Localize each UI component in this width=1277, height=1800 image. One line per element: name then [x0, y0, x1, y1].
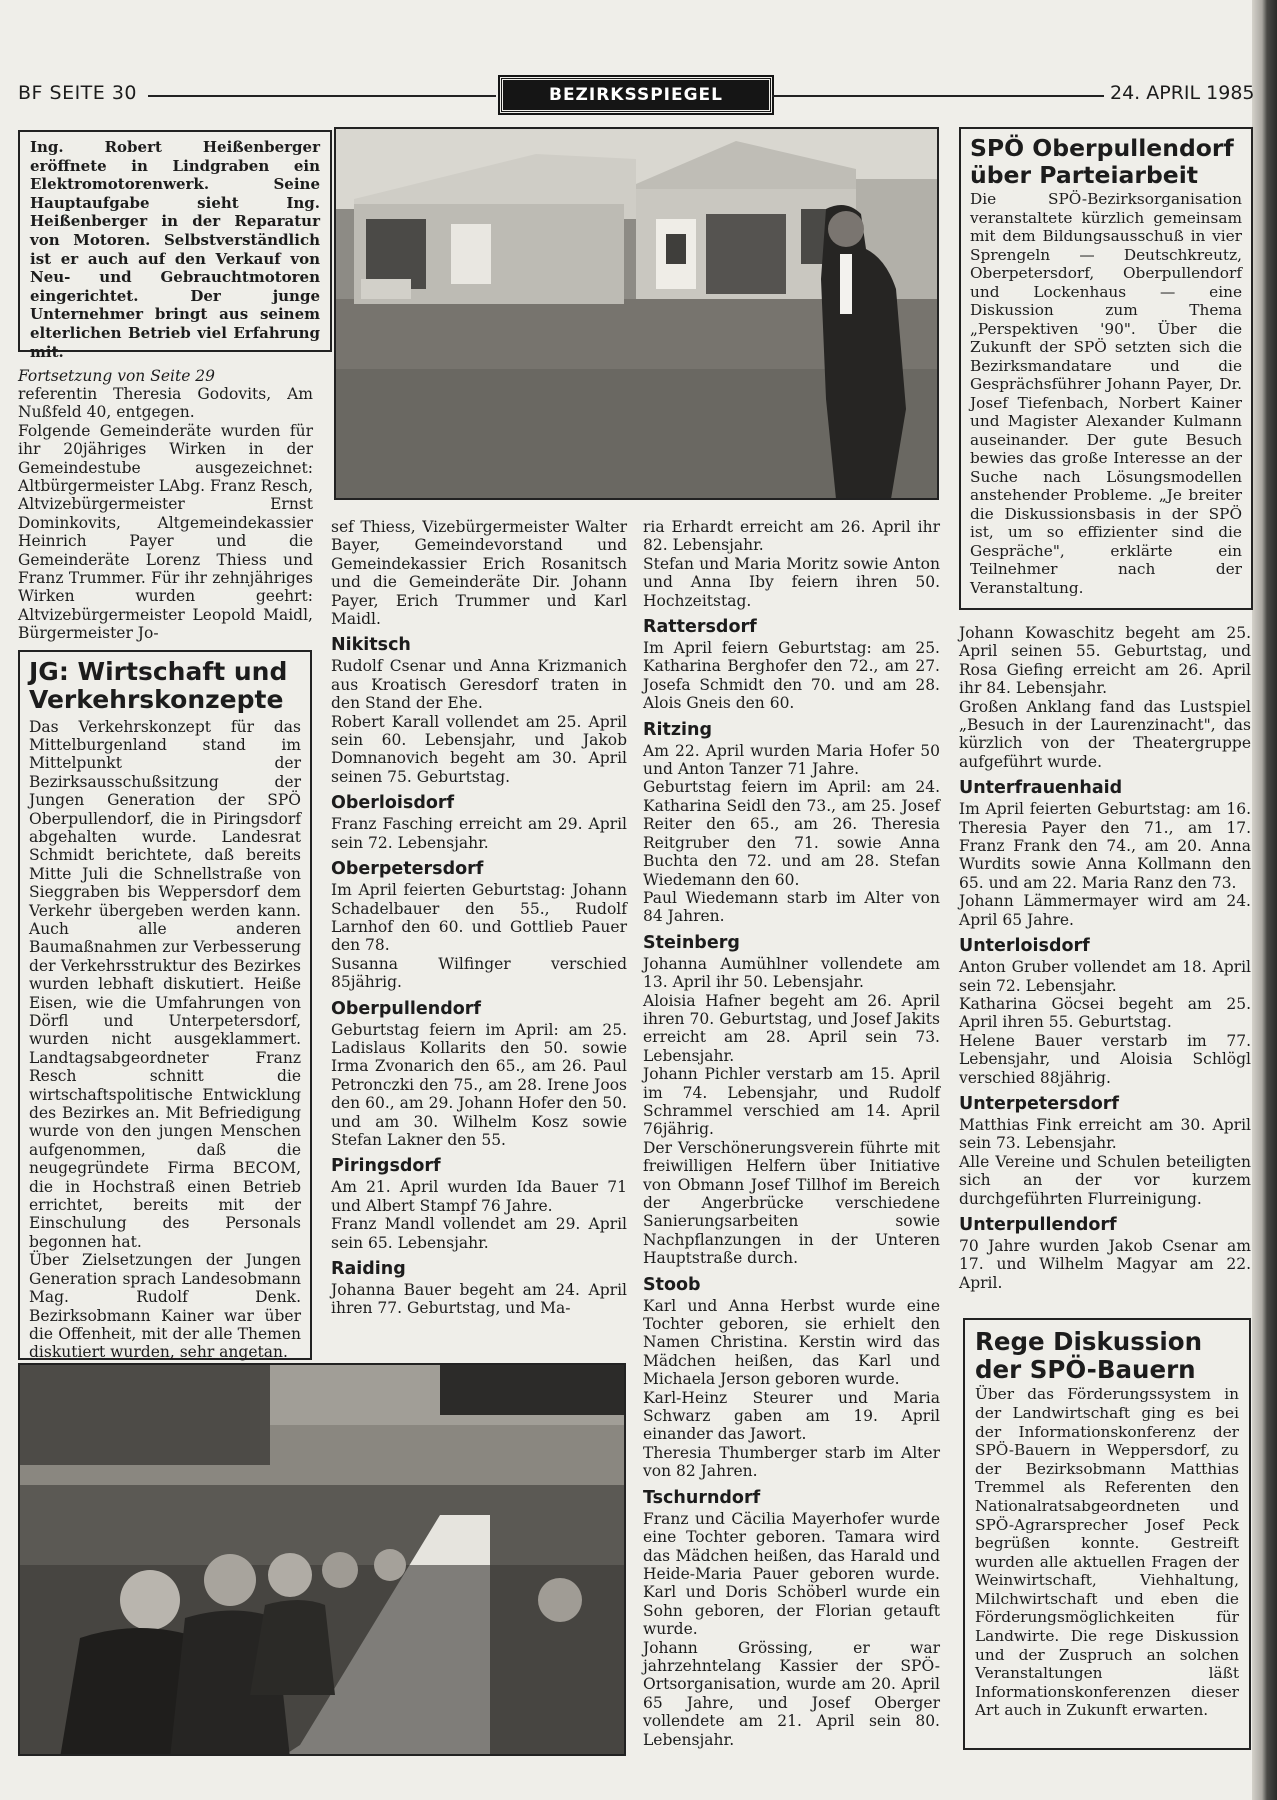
- continuation-kicker: Fortsetzung von Seite 29: [18, 367, 216, 385]
- column-3-intro: ria Erhardt erreicht am 26. April ihr 82. Lebensjahr. Stefan und Maria Moritz sowie Anton und Anna Iby feiern ihren 50. Hochzeitstag.: [643, 518, 940, 610]
- section-heading: Raiding: [331, 1259, 406, 1279]
- section-text: Karl und Anna Herbst wurde eine Tochter geboren, sie erhielt den Namen Christina. Kerstin wird das Mädchen heißen, das Karl und Michaela Jerson geboren wurde. Karl-Heinz Steurer und Maria Schwarz gaben am 19. April einander das Jawort. Theresia Thumberger starb im Alter von 82 Jahren.: [643, 1296, 940, 1481]
- section-text: Anton Gruber vollendet am 18. April sein 72. Lebensjahr. Katharina Göcsei begeht am 25. April ihren 55. Geburtstag. Helene Bauer verstarb im 77. Lebensjahr, und Aloisia Schlögl verschied 88jährig.: [959, 958, 1251, 1087]
- section-heading: Tschurndorf: [643, 1487, 761, 1508]
- section-heading: Nikitsch: [331, 635, 411, 656]
- section-text: Johanna Bauer begeht am 24. April ihren 77. Geburtstag, und Ma-: [331, 1281, 627, 1318]
- spoe-article-title: SPÖ Oberpullendorf über Parteiarbeit: [970, 134, 1234, 189]
- section-text: Franz Fasching erreicht am 29. April sein 72. Lebensjahr.: [331, 815, 627, 852]
- section-text: Am 21. April wurden Ida Bauer 71 und Albert Stampf 76 Jahre. Franz Mandl vollendet am 29. April sein 65. Lebensjahr.: [331, 1178, 627, 1252]
- continuation-col2-text: sef Thiess, Vizebürgermeister Walter Bayer, Gemeindevorstand und Gemeindekassier Erich Rosanitsch und die Gemeinderäte Dir. Johann Payer, Erich Trummer und Karl Maidl.: [331, 518, 627, 629]
- section-heading: Oberpetersdorf: [331, 859, 484, 880]
- section-text: Johanna Aumühlner vollendete am 13. April ihr 50. Lebensjahr. Aloisia Hafner begeht am 26. April ihren 70. Geburtstag, und Josef Jakits erreicht am 28. April sein 73. Lebensjahr. Johann Pichler verstarb am 15. April im 74. Lebensjahr, und Rudolf Schrammel verschied am 14. April 76jährig. Der Verschönerungsverein führte mit freiwilligen Helfern über Initiative von Obmann Josef Tillhof im Bereich der Angerbrücke verschiedene Sanierungsarbeiten sowie Nachpflanzungen in der Unteren Hauptstraße durch.: [643, 954, 940, 1268]
- section-heading: Piringsdorf: [331, 1156, 441, 1177]
- continuation-col1: [18, 367, 313, 643]
- header-rule-right: [772, 95, 1104, 97]
- bauern-article-body: Über das Förderungssystem in der Landwirtschaft ging es bei der Informationskonferenz der SPÖ-Bauern in Weppersdorf, zu der Bezirksobmann Matthias Tremmel als Referenten den Nationalratsabgeordneten und SPÖ-Agrarsprecher Josef Peck begrüßen konnte. Gestreift wurden alle aktuellen Fragen der Weinwirtschaft, Viehhaltung, Milchwirtschaft und eben die Förderungsmöglichkeiten für Landwirte. Die rege Diskussion und der Zuspruch an solchen Veranstaltungen läßt Informationskonferenzen dieser Art auch in Zukunft erwarten.: [975, 1385, 1239, 1720]
- jg-article-title: JG: Wirtschaft und Verkehrskonzepte: [29, 657, 288, 715]
- section-text: Matthias Fink erreicht am 30. April sein 73. Lebensjahr. Alle Vereine und Schulen beteiligten sich an der vor kurzem durchgeführten Flurreinigung.: [959, 1115, 1251, 1208]
- section-heading: Unterpetersdorf: [959, 1093, 1120, 1114]
- meeting-photo: [18, 1363, 626, 1756]
- section-heading: Ritzing: [643, 719, 713, 740]
- section-heading: Steinberg: [643, 932, 740, 953]
- section-heading: Oberloisdorf: [331, 793, 455, 814]
- section-heading: Unterfrauenhaid: [959, 778, 1123, 799]
- column-3: [643, 518, 940, 1749]
- jg-article-body: Das Verkehrskonzept für das Mittelburgenland stand im Mittelpunkt der Bezirksausschußsitzung der Jungen Generation der SPÖ Oberpullendorf, die in Piringsdorf abgehalten wurde. Landesrat Schmidt berichtete, daß bereits Mitte Juli die Schnellstraße von Sieggraben bis Weppersdorf dem Verkehr übergeben werden kann. Auch alle anderen Baumaßnahmen zur Verbesserung der Verkehrsstruktur des Bezirkes wurden lebhaft diskutiert. Heiße Eisen, wie die Umfahrungen von Dörfl und Unterpetersdorf, wurden nicht ausgeklammert. Landtagsabgeordneter Franz Resch schnitt die wirtschaftspolitische Entwicklung des Bezirkes an. Mit Befriedigung wurde von den jungen Menschen aufgenommen, daß die neugegründete Firma BECOM, die in Hochstraß einen Betrieb errichtet, bereits mit der Einschulung des Personals begonnen hat. Über Zielsetzungen der Jungen Generation sprach Landesobmann Mag. Rudolf Denk. Bezirksobmann Kainer war über die Offenheit, mit der alle Themen diskutiert wurden, sehr angetan.: [29, 717, 301, 1362]
- section-heading: Rattersdorf: [643, 617, 757, 638]
- section-heading: Stoob: [643, 1274, 701, 1295]
- section-text: Geburtstag feiern im April: am 25. Ladislaus Kollarits den 50. sowie Irma Zvonarich den 65., am 26. Paul Petronczki den 75., am 28. Irene Joos den 60., am 29. Johann Hofer den 50. und am 30. Wilhelm Kosz sowie Stefan Lakner den 55.: [331, 1020, 627, 1149]
- continuation-text: referentin Theresia Godovits, Am Nußfeld 40, entgegen. Folgende Gemeinderäte wurden für ihr 20jähriges Wirken in der Gemeindestube ausgezeichnet: Altbürgermeister LAbg. Franz Resch, Altvizebürgermeister Ernst Dominkovits, Altgemeindekassier Heinrich Payer und die Gemeinderäte Lorenz Thiess und Franz Trummer. Für ihr zehnjähriges Wirken wurden geehrt: Altvizebürgermeister Leopold Maidl, Bürgermeister Jo-: [18, 385, 313, 643]
- column-4-intro: Johann Kowaschitz begeht am 25. April seinen 55. Geburtstag, und Rosa Giefing erreicht am 26. April ihr 84. Lebensjahr. Großen Anklang fand das Lustspiel „Besuch in der Laurenzinacht", das kürzlich von der Theatergruppe aufgeführt wurde.: [959, 624, 1251, 771]
- page-label: BF SEITE 30: [18, 82, 137, 104]
- column-4: [959, 624, 1251, 1292]
- factory-photo-image: [336, 129, 939, 500]
- meeting-photo-image: [20, 1365, 626, 1756]
- issue-date: 24. APRIL 1985: [1110, 82, 1255, 104]
- jg-article-box: [18, 650, 312, 1360]
- section-heading: Unterloisdorf: [959, 936, 1090, 957]
- header-rule-left: [148, 95, 496, 97]
- section-text: Rudolf Csenar und Anna Krizmanich aus Kroatisch Geresdorf traten in den Stand der Ehe. Robert Karall vollendet am 25. April sein 60. Lebensjahr, und Jakob Domnanovich begeht am 30. April seinen 75. Geburtstag.: [331, 657, 627, 786]
- factory-photo: [334, 127, 939, 500]
- section-text: Im April feierten Geburtstag: Johann Schadelbauer den 55., Rudolf Larnhof den 60. und Gottlieb Pauer den 78. Susanna Wilfinger verschied 85jährig.: [331, 881, 627, 992]
- bauern-article-box: [963, 1318, 1251, 1750]
- spoe-article-box: [959, 127, 1253, 610]
- section-text: Im April feiern Geburtstag: am 25. Katharina Berghofer den 72., am 27. Josefa Schmidt den 70. und am 28. Alois Gneis den 60.: [643, 639, 940, 713]
- section-title: BEZIRKSSPIEGEL: [500, 77, 772, 113]
- section-text: Im April feierten Geburtstag: am 16. Theresia Payer den 71., am 17. Franz Frank den 74., am 20. Anna Wurdits sowie Anna Kollmann den 65. und am 22. Maria Ranz den 73. Johann Lämmermayer wird am 24. April 65 Jahre.: [959, 800, 1251, 929]
- bauern-article-title: Rege Diskussion der SPÖ-Bauern: [975, 1327, 1203, 1384]
- section-heading: Oberpullendorf: [331, 998, 482, 1019]
- section-text: Am 22. April wurden Maria Hofer 50 und Anton Tanzer 71 Jahre. Geburtstag feiern im April: am 24. Katharina Seidl den 73., am 25. Josef Reiter den 65., am 26. Theresia Reitgruber den 71. sowie Anna Buchta den 72. und am 28. Stefan Wiedemann den 60. Paul Wiedemann starb im Alter von 84 Jahren.: [643, 741, 940, 926]
- column-2: [331, 518, 627, 1318]
- photo-caption-box: [18, 130, 332, 361]
- photo-caption-text: Ing. Robert Heißenberger eröffnete in Lindgraben ein Elektromotorenwerk. Seine Hauptaufgabe sieht Ing. Heißenberger in der Reparatur von Motoren. Selbstverständlich ist er auch auf den Verkauf von Neu- und Gebrauchtmotoren eingerichtet. Der junge Unternehmer bringt aus seinem elterlichen Betrieb viel Erfahrung mit.: [30, 138, 320, 361]
- section-text: Franz und Cäcilia Mayerhofer wurde eine Tochter geboren. Tamara wird das Mädchen heißen, das Harald und Heide-Maria Pauer geboren wurde. Karl und Doris Schöberl wurde ein Sohn geboren, der Florian getauft wurde. Johann Grössing, er war jahrzehntelang Kassier der SPÖ-Ortsorganisation, wurde am 20. April 65 Jahre, und Josef Oberger vollendete am 21. April sein 80. Lebensjahr.: [643, 1509, 940, 1749]
- page-binding-edge: [1252, 0, 1277, 1800]
- section-text: 70 Jahre wurden Jakob Csenar am 17. und Wilhelm Magyar am 22. April.: [959, 1236, 1251, 1292]
- spoe-article-body: Die SPÖ-Bezirksorganisation veranstaltete kürzlich gemeinsam mit dem Bildungsausschuß in vier Sprengeln — Deutschkreutz, Oberpetersdorf, Oberpullendorf und Lockenhaus — eine Diskussion zum Thema „Perspektiven '90". Über die Zukunft der SPÖ setzten sich die Bezirksmandatare und die Gesprächsführer Johann Payer, Dr. Josef Tiefenbach, Norbert Kainer und Magister Alexander Kulmann auseinander. Der gute Besuch bewies das große Interesse an der Suche nach Lösungsmodellen anstehender Probleme. „Je breiter die Diskussionsbasis in der SPÖ ist, um so effizienter sind die Gespräche", erklärte ein Teilnehmer nach der Veranstaltung.: [970, 190, 1242, 597]
- section-heading: Unterpullendorf: [959, 1214, 1117, 1235]
